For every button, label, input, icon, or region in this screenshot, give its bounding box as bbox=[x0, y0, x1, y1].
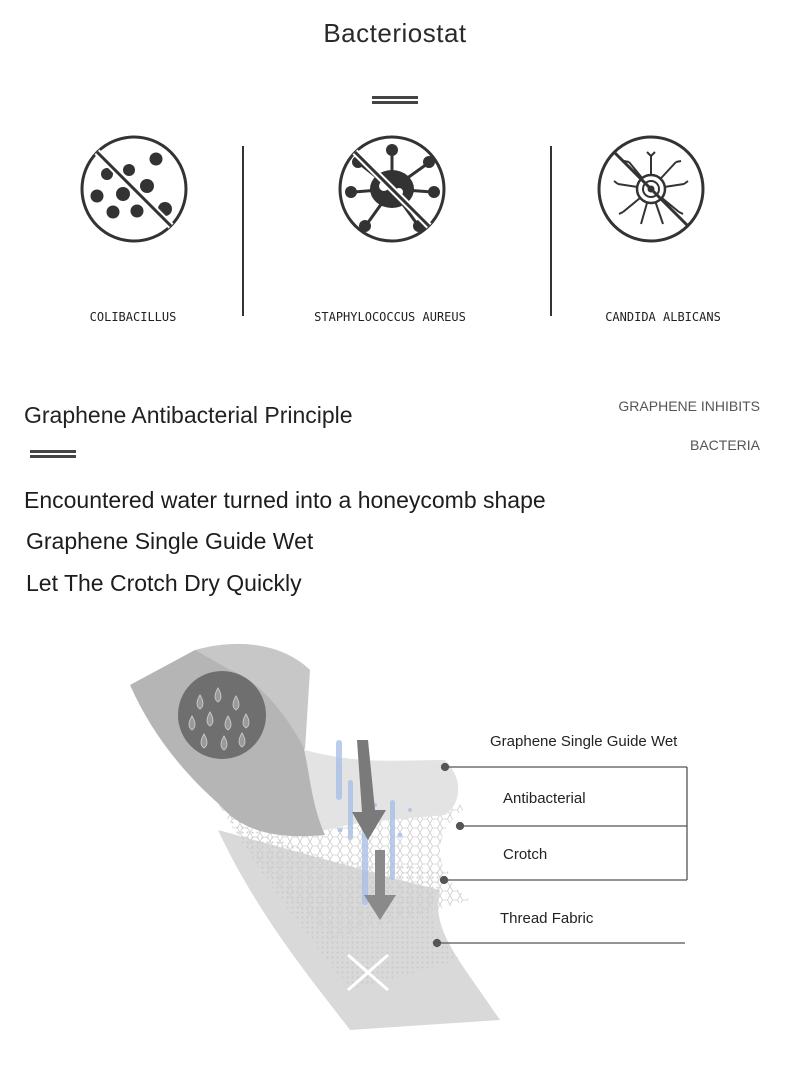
divider-line bbox=[550, 146, 552, 316]
section-divider bbox=[30, 450, 76, 458]
label-antibacterial: Antibacterial bbox=[503, 790, 586, 807]
candida-icon bbox=[596, 134, 706, 244]
layer-diagram bbox=[100, 630, 700, 1040]
side-note-line1: GRAPHENE INHIBITS bbox=[618, 398, 760, 414]
candida-label: CANDIDA ALBICANS bbox=[605, 310, 721, 324]
divider-line bbox=[242, 146, 244, 316]
label-graphene-guide: Graphene Single Guide Wet bbox=[490, 733, 678, 750]
colibacillus-label: COLIBACILLUS bbox=[89, 310, 177, 324]
side-note-line2: BACTERIA bbox=[689, 437, 760, 453]
label-crotch: Crotch bbox=[503, 846, 548, 863]
description-line: Encountered water turned into a honeycomb shape bbox=[24, 487, 546, 513]
description-line: Graphene Single Guide Wet bbox=[26, 528, 314, 554]
section-title: Graphene Antibacterial Principle bbox=[24, 402, 353, 428]
title-divider bbox=[372, 96, 418, 104]
label-thread-fabric: Thread Fabric bbox=[500, 910, 594, 927]
staphylococcus-icon bbox=[337, 134, 447, 244]
description-line: Let The Crotch Dry Quickly bbox=[26, 570, 302, 596]
colibacillus-icon bbox=[79, 134, 189, 244]
staphylococcus-label: STAPHYLOCOCCUS AUREUS bbox=[314, 310, 466, 324]
page-title: Bacteriostat bbox=[323, 18, 467, 48]
